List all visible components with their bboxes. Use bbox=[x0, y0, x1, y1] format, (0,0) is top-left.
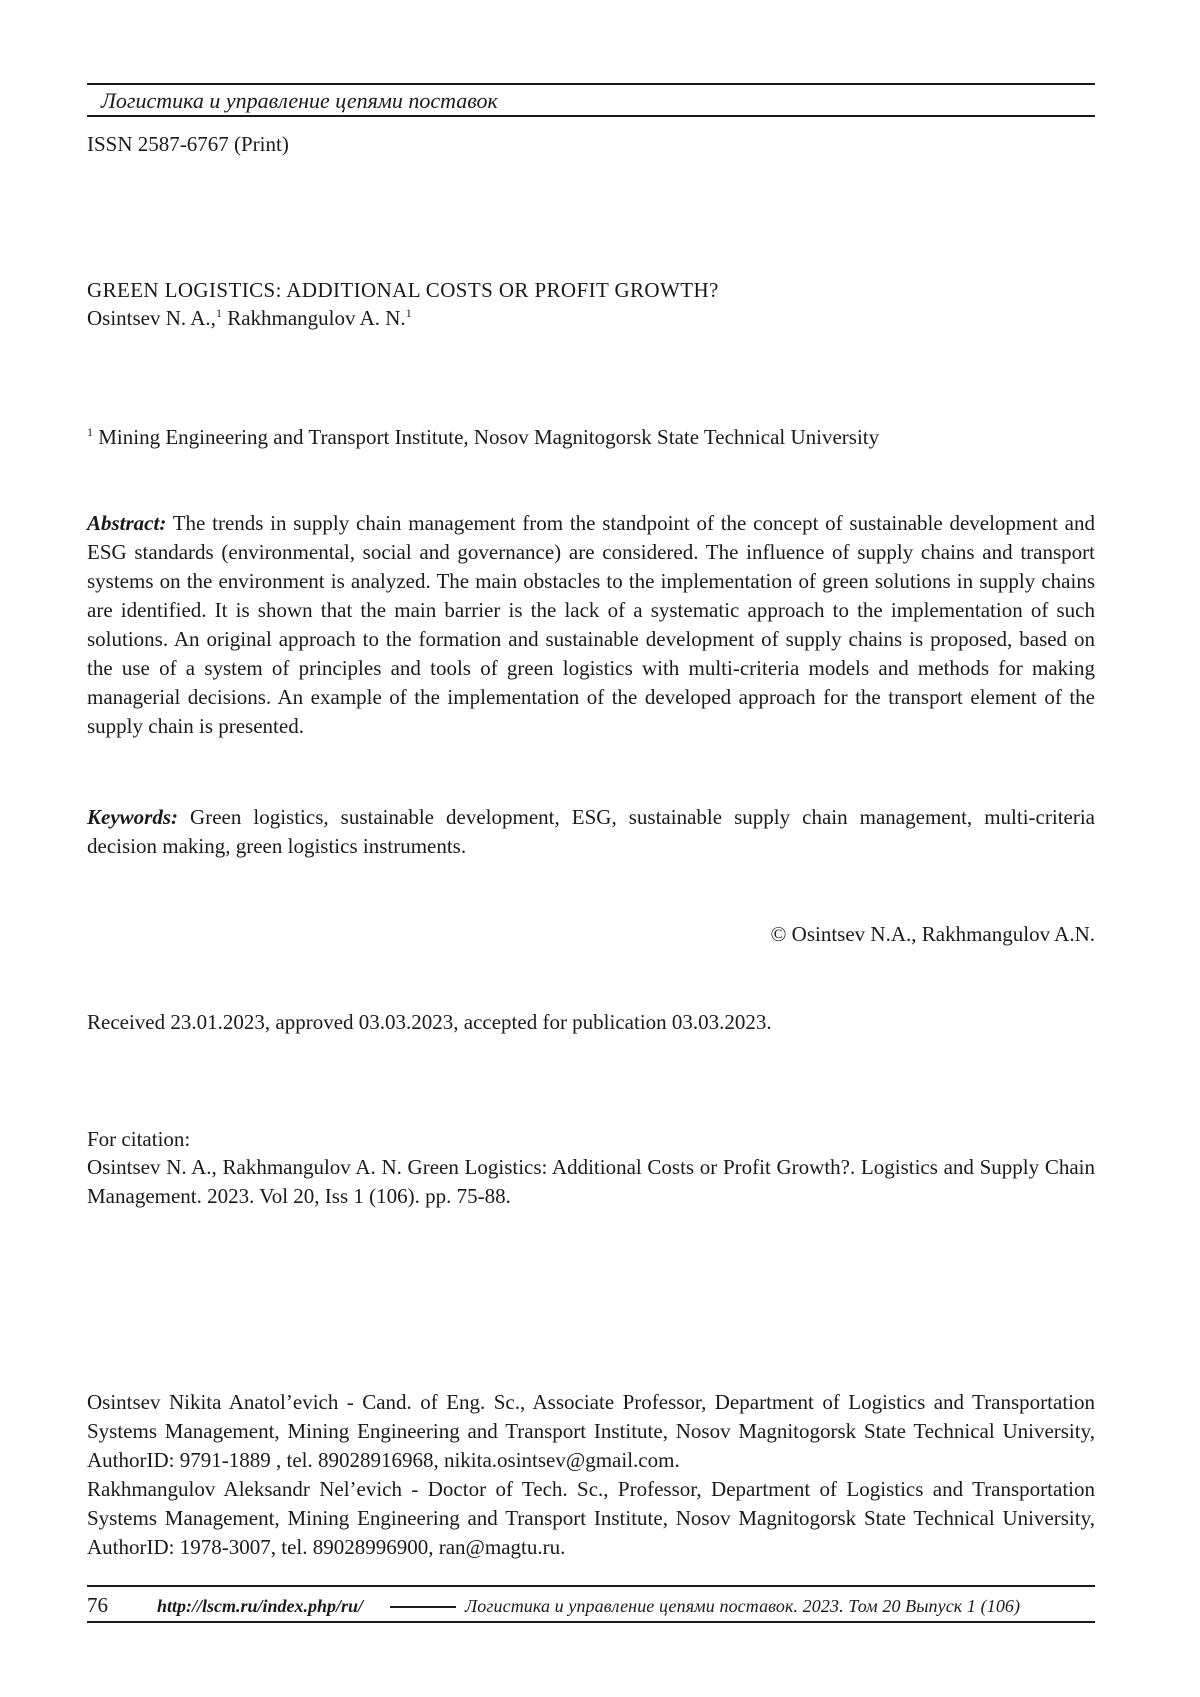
author-info bbox=[87, 1388, 1095, 1562]
paper-title: GREEN LOGISTICS: ADDITIONAL COSTS OR PROFIT GROWTH? bbox=[87, 278, 719, 302]
journal-page bbox=[87, 0, 1095, 1697]
running-footer bbox=[87, 1585, 1095, 1623]
citation-text: Osintsev N. A., Rakhmangulov A. N. Green Logistics: Additional Costs or Profit Growth?. Logistics and Supply Chain Management. 2023. Vol 20, Iss 1 (106). pp. 75-88. bbox=[87, 1155, 1095, 1208]
affiliation-mark: 1 bbox=[215, 306, 222, 320]
header-journal-title: Логистика и управление цепями поставок bbox=[101, 88, 498, 113]
author-name: Osintsev N. A., bbox=[87, 306, 216, 330]
copyright-notice: © Osintsev N.A., Rakhmangulov A.N. bbox=[770, 922, 1095, 946]
abstract bbox=[87, 509, 1095, 741]
affiliation-text: Mining Engineering and Transport Institute, Nosov Magnitogorsk State Technical University bbox=[98, 425, 880, 449]
issn: ISSN 2587-6767 (Print) bbox=[87, 132, 289, 156]
author-info-item: Osintsev Nikita Anatol’evich - Cand. of Eng. Sc., Associate Professor, Department of Logistics and Transportation Systems Management, Mining Engineering and Transport Institute, Nosov Magnitogorsk State Technical University, AuthorID: 9791-1889 , tel. 89028916968, nikita.osintsev@gmail.com. bbox=[87, 1390, 1095, 1472]
running-header bbox=[87, 83, 1095, 117]
author-list bbox=[87, 304, 412, 332]
page-number: 76 bbox=[87, 1593, 108, 1617]
citation-label: For citation: bbox=[87, 1127, 191, 1151]
keywords bbox=[87, 803, 1095, 861]
abstract-label: Abstract: bbox=[87, 511, 167, 535]
affiliation bbox=[87, 423, 879, 451]
keywords-label: Keywords: bbox=[87, 805, 178, 829]
footer-journal-info: Логистика и управление цепями поставок. 2023. Том 20 Выпуск 1 (106) bbox=[465, 1596, 1021, 1616]
affiliation-mark: 1 bbox=[405, 306, 412, 320]
affiliation-mark: 1 bbox=[87, 425, 93, 439]
author-name: Rakhmangulov A. N. bbox=[227, 306, 406, 330]
footer-divider bbox=[390, 1606, 456, 1608]
received-dates: Received 23.01.2023, approved 03.03.2023, accepted for publication 03.03.2023. bbox=[87, 1010, 772, 1034]
keywords-text: Green logistics, sustainable development, ESG, sustainable supply chain management, multi-criteria decision making, green logistics instruments. bbox=[87, 805, 1096, 858]
author-info-item: Rakhmangulov Aleksandr Nel’evich - Doctor of Tech. Sc., Professor, Department of Logistics and Transportation Systems Management, Mining Engineering and Transport Institute, Nosov Magnitogorsk State Technical University, AuthorID: 1978-3007, tel. 89028996900, ran@magtu.ru. bbox=[87, 1477, 1095, 1559]
footer-url-link[interactable]: http://lscm.ru/index.php/ru/ bbox=[157, 1596, 364, 1616]
abstract-text: The trends in supply chain management from the standpoint of the concept of sustainable development and ESG standards (environmental, social and governance) are considered. The influence of supply chains and transport systems on the environment is analyzed. The main obstacles to the implementation of green solutions in supply chains are identified. It is shown that the main barrier is the lack of a systematic approach to the implementation of such solutions. An original approach to the formation and sustainable development of supply chains is proposed, based on the use of a system of principles and tools of green logistics with multi-criteria models and methods for making managerial decisions. An example of the implementation of the developed approach for the transport element of the supply chain is presented. bbox=[87, 511, 1095, 738]
